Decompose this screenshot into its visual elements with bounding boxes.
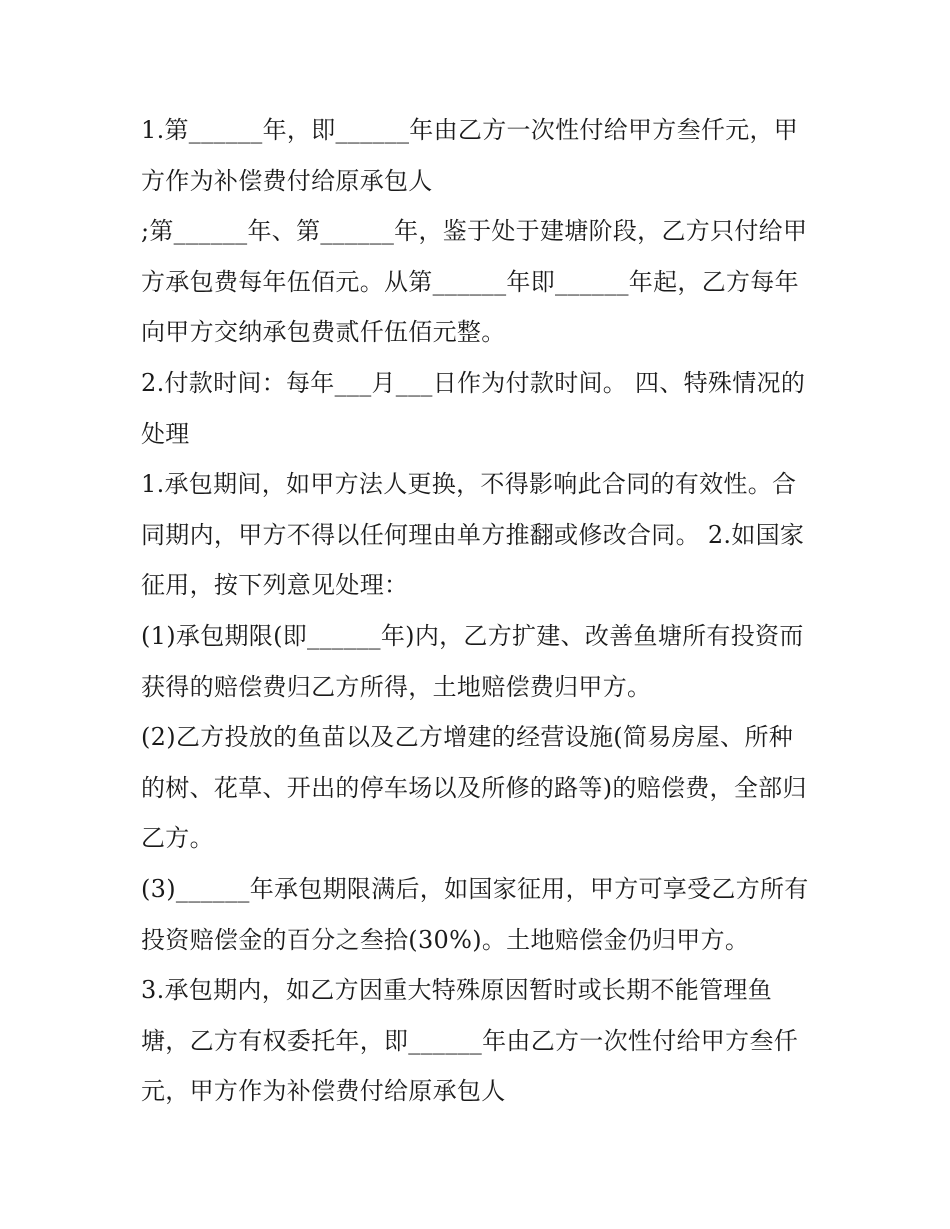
paragraph-payment-time: 2.付款时间：每年___月___日作为付款时间。 四、特殊情况的处理 [141,368,806,448]
paragraph-payment-schedule: 1.第______年，即______年由乙方一次性付给甲方叁仟元，甲方作为补偿费付给原承包人 [141,116,799,195]
paragraph-clause-2: (2)乙方投放的鱼苗以及乙方增建的经营设施(简易房屋、所种的树、花草、开出的停车场以及所修的路等)的赔偿费，全部归乙方。 [141,723,807,853]
paragraph-clause-3: (3)______年承包期限满后，如国家征用，甲方可享受乙方所有投资赔偿金的百分之叁拾(30%)。土地赔偿金仍归甲方。 [141,874,809,954]
paragraph-special-case-3: 3.承包期内，如乙方因重大特殊原因暂时或长期不能管理鱼塘，乙方有权委托年，即______年由乙方一次性付给甲方叁仟元，甲方作为补偿费付给原承包人 [141,976,798,1106]
document-body [141,105,813,1117]
paragraph-contract-fee: ;第______年、第______年，鉴于处于建塘阶段，乙方只付给甲方承包费每年伍佰元。从第______年即______年起，乙方每年向甲方交纳承包费贰仟伍佰元整。 [141,217,808,347]
paragraph-special-case-1: 1.承包期间，如甲方法人更换，不得影响此合同的有效性。合同期内，甲方不得以任何理由单方推翻或修改合同。 2.如国家征用，按下列意见处理： [141,470,805,600]
paragraph-clause-1: (1)承包期限(即______年)内，乙方扩建、改善鱼塘所有投资而获得的赔偿费归乙方所得，土地赔偿费归甲方。 [141,621,804,701]
